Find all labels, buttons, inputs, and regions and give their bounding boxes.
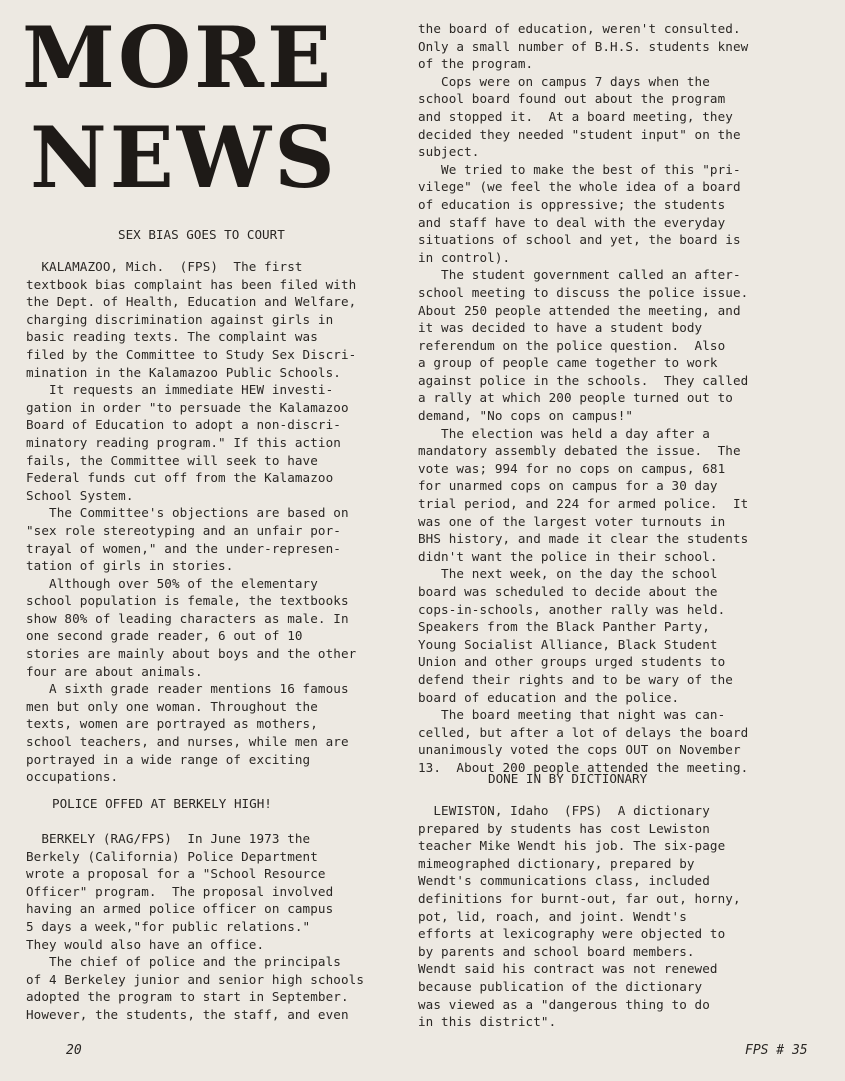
masthead-line-1: MORE bbox=[22, 8, 334, 107]
text-line: 13. About 200 people attended the meeting. bbox=[418, 759, 749, 775]
text-line: of education is oppressive; the students bbox=[418, 196, 726, 212]
text-line: tation of girls in stories. bbox=[26, 558, 234, 574]
text-line: it was decided to have a student body bbox=[418, 320, 703, 336]
text-line: having an armed police officer on campus bbox=[26, 901, 334, 917]
text-line: However, the students, the staff, and even bbox=[26, 1006, 349, 1022]
text-line: minatory reading program." If this action bbox=[26, 434, 341, 450]
text-line: mandatory assembly debated the issue. The bbox=[418, 443, 741, 459]
text-line: Wendt's communications class, included bbox=[418, 873, 710, 889]
masthead-line-2: NEWS bbox=[30, 108, 338, 207]
story2-body-left bbox=[26, 830, 364, 1024]
text-line: occupations. bbox=[26, 769, 119, 785]
text-line: Speakers from the Black Panther Party, bbox=[418, 619, 710, 635]
text-line: KALAMAZOO, Mich. (FPS) The first bbox=[26, 259, 303, 274]
story1-headline: SEX BIAS GOES TO COURT bbox=[118, 227, 285, 242]
text-line: Cops were on campus 7 days when the bbox=[418, 73, 710, 89]
text-line: subject. bbox=[418, 144, 480, 160]
text-line: Officer" program. The proposal involved bbox=[26, 883, 334, 899]
text-line: Young Socialist Alliance, Black Student bbox=[418, 636, 718, 652]
text-line: LEWISTON, Idaho (FPS) A dictionary bbox=[418, 803, 710, 818]
text-line: school teachers, and nurses, while men are bbox=[26, 734, 349, 750]
text-line: mimeographed dictionary, prepared by bbox=[418, 855, 695, 871]
text-line: texts, women are portrayed as mothers, bbox=[26, 716, 318, 732]
text-line: adopted the program to start in September. bbox=[26, 989, 349, 1005]
text-line: cops-in-schools, another rally was held. bbox=[418, 601, 726, 617]
text-line: The chief of police and the principals bbox=[26, 954, 341, 970]
text-line: trayal of women," and the under-represen- bbox=[26, 540, 341, 556]
text-line: wrote a proposal for a "School Resource bbox=[26, 866, 326, 882]
text-line: portrayed in a wide range of exciting bbox=[26, 751, 311, 767]
text-line: situations of school and yet, the board is bbox=[418, 232, 741, 248]
text-line: in this district". bbox=[418, 1014, 557, 1030]
text-line: in control). bbox=[418, 249, 511, 265]
text-line: men but only one woman. Throughout the bbox=[26, 698, 318, 714]
text-line: The election was held a day after a bbox=[418, 425, 710, 441]
text-line: unanimously voted the cops OUT on November bbox=[418, 742, 741, 758]
text-line: was one of the largest voter turnouts in bbox=[418, 513, 726, 529]
text-line: school board found out about the program bbox=[418, 91, 726, 107]
text-line: for unarmed cops on campus for a 30 day bbox=[418, 478, 718, 494]
text-line: gation in order "to persuade the Kalamazoo bbox=[26, 399, 349, 415]
text-line: Although over 50% of the elementary bbox=[26, 575, 318, 591]
text-line: board was scheduled to decide about the bbox=[418, 584, 718, 599]
text-line: basic reading texts. The complaint was bbox=[26, 329, 318, 345]
text-line: four are about animals. bbox=[26, 663, 203, 679]
issue-number: FPS # 35 bbox=[745, 1043, 808, 1058]
text-line: Wendt said his contract was not renewed bbox=[418, 961, 718, 977]
text-line: and stopped it. At a board meeting, they bbox=[418, 108, 733, 124]
text-line: the board of education, weren't consulted. bbox=[418, 21, 741, 36]
text-line: one second grade reader, 6 out of 10 bbox=[26, 628, 303, 644]
story1-body bbox=[26, 258, 356, 786]
text-line: charging discrimination against girls in bbox=[26, 311, 334, 327]
text-line: of 4 Berkeley junior and senior high schools bbox=[26, 971, 365, 987]
text-line: of the program. bbox=[418, 56, 534, 72]
text-line: vote was; 994 for no cops on campus, 681 bbox=[418, 460, 726, 476]
text-line: trial period, and 224 for armed police. It bbox=[418, 496, 749, 512]
text-line: textbook bias complaint has been filed with bbox=[26, 276, 357, 292]
text-line: was viewed as a "dangerous thing to do bbox=[418, 996, 710, 1012]
text-line: vilege" (we feel the whole idea of a board bbox=[418, 179, 741, 195]
text-line: didn't want the police in their school. bbox=[418, 548, 718, 564]
text-line: It requests an immediate HEW investi- bbox=[26, 382, 334, 398]
text-line: The Committee's objections are based on bbox=[26, 505, 349, 521]
text-line: The board meeting that night was can- bbox=[418, 707, 726, 723]
text-line: We tried to make the best of this "pri- bbox=[418, 161, 741, 177]
text-line: celled, but after a lot of delays the board bbox=[418, 724, 749, 740]
text-line: board of education and the police. bbox=[418, 689, 680, 705]
text-line: "sex role stereotyping and an unfair por- bbox=[26, 522, 341, 538]
story2-body-right bbox=[418, 20, 748, 777]
text-line: Berkely (California) Police Department bbox=[26, 848, 318, 864]
text-line: School System. bbox=[26, 487, 134, 503]
text-line: A sixth grade reader mentions 16 famous bbox=[26, 681, 349, 697]
text-line: filed by the Committee to Study Sex Discri- bbox=[26, 346, 357, 362]
text-line: The student government called an after- bbox=[418, 267, 741, 283]
text-line: Board of Education to adopt a non-discri- bbox=[26, 417, 341, 433]
text-line: demand, "No cops on campus!" bbox=[418, 408, 634, 424]
text-line: BHS history, and made it clear the students bbox=[418, 531, 749, 547]
text-line: show 80% of leading characters as male. In bbox=[26, 610, 349, 626]
text-line: They would also have an office. bbox=[26, 936, 265, 952]
text-line: Federal funds cut off from the Kalamazoo bbox=[26, 470, 334, 486]
text-line: decided they needed "student input" on the bbox=[418, 126, 741, 142]
text-line: because publication of the dictionary bbox=[418, 978, 703, 994]
text-line: The next week, on the day the school bbox=[418, 566, 718, 582]
text-line: a rally at which 200 people turned out to bbox=[418, 390, 733, 406]
text-line: pot, lid, roach, and joint. Wendt's bbox=[418, 908, 687, 924]
text-line: efforts at lexicography were objected to bbox=[418, 926, 726, 942]
text-line: 5 days a week,"for public relations." bbox=[26, 918, 311, 934]
text-line: referendum on the police question. Also bbox=[418, 337, 726, 353]
text-line: mination in the Kalamazoo Public Schools. bbox=[26, 364, 341, 380]
story2-headline: POLICE OFFED AT BERKELY HIGH! bbox=[52, 796, 272, 811]
story3-headline: DONE IN BY DICTIONARY bbox=[488, 771, 648, 786]
text-line: Union and other groups urged students to bbox=[418, 654, 726, 670]
text-line: teacher Mike Wendt his job. The six-page bbox=[418, 838, 726, 854]
text-line: defend their rights and to be wary of the bbox=[418, 671, 733, 687]
text-line: the Dept. of Health, Education and Welfare, bbox=[26, 294, 357, 310]
story3-body bbox=[418, 802, 741, 1031]
page-number: 20 bbox=[66, 1043, 82, 1058]
text-line: About 250 people attended the meeting, and bbox=[418, 302, 741, 318]
text-line: fails, the Committee will seek to have bbox=[26, 452, 318, 468]
text-line: stories are mainly about boys and the other bbox=[26, 646, 357, 662]
text-line: a group of people came together to work bbox=[418, 355, 718, 371]
text-line: school population is female, the textbooks bbox=[26, 593, 349, 609]
text-line: by parents and school board members. bbox=[418, 943, 695, 959]
text-line: prepared by students has cost Lewiston bbox=[418, 820, 710, 836]
text-line: and staff have to deal with the everyday bbox=[418, 214, 726, 230]
text-line: against police in the schools. They called bbox=[418, 372, 749, 388]
text-line: school meeting to discuss the police issue. bbox=[418, 284, 749, 300]
text-line: BERKELY (RAG/FPS) In June 1973 the bbox=[26, 831, 311, 846]
text-line: definitions for burnt-out, far out, horny, bbox=[418, 890, 741, 906]
text-line: Only a small number of B.H.S. students knew bbox=[418, 38, 749, 54]
